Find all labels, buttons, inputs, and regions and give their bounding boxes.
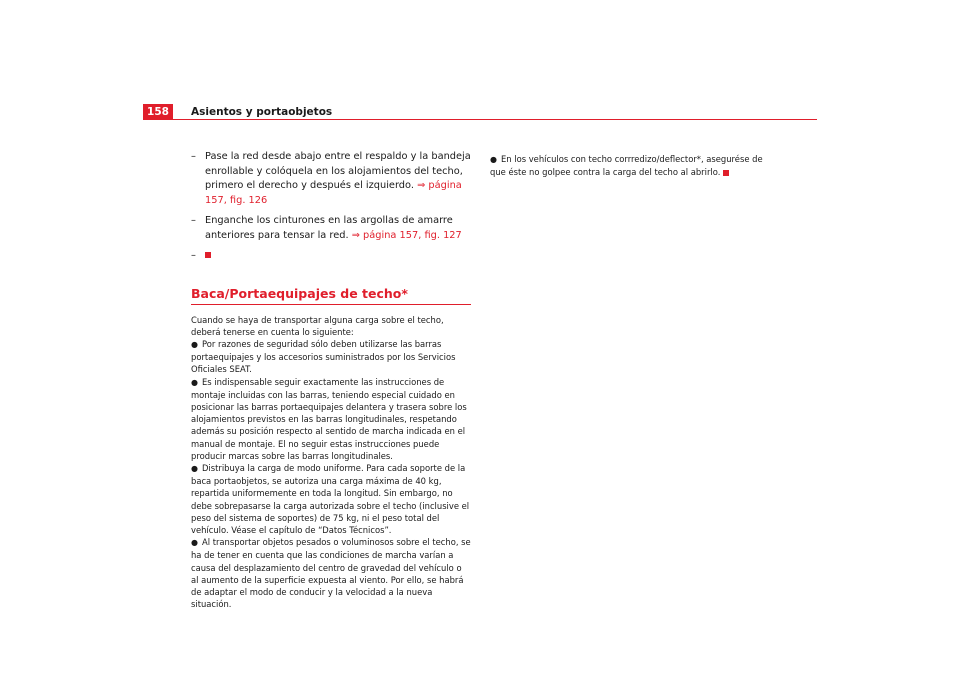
dash-marker: – — [191, 215, 196, 226]
intro-paragraph: Cuando se haya de transportar alguna carga sobre el techo, deberá tenerse en cuenta lo siguiente: — [191, 314, 444, 337]
bullet-item — [191, 462, 471, 536]
dash-marker: – — [191, 250, 196, 261]
header-rule — [143, 119, 817, 120]
step-text: Pase la red desde abajo entre el respaldo y la bandeja enrollable y colóquela en los alojamientos del techo, primero el derecho y después el izquierdo. — [205, 151, 471, 191]
bullet-icon: ● — [191, 377, 198, 387]
end-of-section-icon — [723, 170, 729, 176]
step-text: Enganche los cinturones en las argollas de amarre anteriores para tensar la red. — [205, 215, 453, 241]
bullet-item — [191, 536, 471, 610]
page-reference-link[interactable]: ⇒ página 157, fig. 126 — [205, 180, 462, 206]
bullet-icon: ● — [191, 339, 198, 349]
bullet-item — [490, 153, 780, 178]
bullet-text: En los vehículos con techo corrredizo/deflector*, asegurése de que éste no golpee contra la carga del techo al abrirlo. — [490, 154, 763, 178]
section-title: Baca/Portaequipajes de techo* — [191, 285, 408, 301]
instruction-step — [191, 150, 471, 208]
bullet-item — [191, 376, 471, 462]
bullet-item — [191, 338, 471, 376]
instruction-step — [191, 214, 471, 243]
bullet-icon: ● — [191, 463, 198, 473]
page-number: 158 — [143, 104, 173, 120]
right-column — [490, 153, 780, 178]
dash-marker: – — [191, 151, 196, 162]
left-column — [191, 150, 471, 610]
page-reference-link[interactable]: ⇒ página 157, fig. 127 — [351, 229, 462, 241]
section-rule — [191, 304, 471, 305]
bullet-icon: ● — [191, 538, 198, 548]
bullet-text: Al transportar objetos pesados o voluminosos sobre el techo, se ha de tener en cuenta que las condiciones de marcha varían a causa del desplazamiento del centro de gravedad del vehículo o al aumento de la superficie expuesta al viento. Por ello, se habrá de adaptar el modo de conducir y la velocidad a la nueva situación. — [191, 537, 471, 610]
end-of-section-icon — [205, 252, 211, 258]
bullet-icon: ● — [490, 155, 497, 164]
running-title: Asientos y portaobjetos — [191, 106, 333, 118]
bullet-text: Por razones de seguridad sólo deben utilizarse las barras portaequipajes y los accesorios suministrados por los Servicios Oficiales SEAT. — [191, 338, 456, 375]
bullet-text: Distribuya la carga de modo uniforme. Para cada soporte de la baca portaobjetos, se autoriza una carga máxima de 40 kg, repartida uniformemente en toda la longitud. Sin embargo, no debe sobrepasarse la carga autorizada sobre el techo (inclusive el peso del sistema de soportes) de 75 kg, ni el peso total del vehículo. Véase el capítulo de “Datos Técnicos”. — [191, 462, 470, 535]
bullet-text: Es indispensable seguir exactamente las instrucciones de montaje incluidas con las barras, teniendo especial cuidado en posicionar las barras portaequipajes delantera y trasera sobre los alojamientos previstos en las barras longitudinales, respetando además su posición respecto al sentido de marcha indicada en el manual de montaje. El no seguir estas instrucciones puede producir marcas sobre las barras longitudinales. — [191, 376, 467, 461]
instruction-step — [191, 249, 471, 264]
